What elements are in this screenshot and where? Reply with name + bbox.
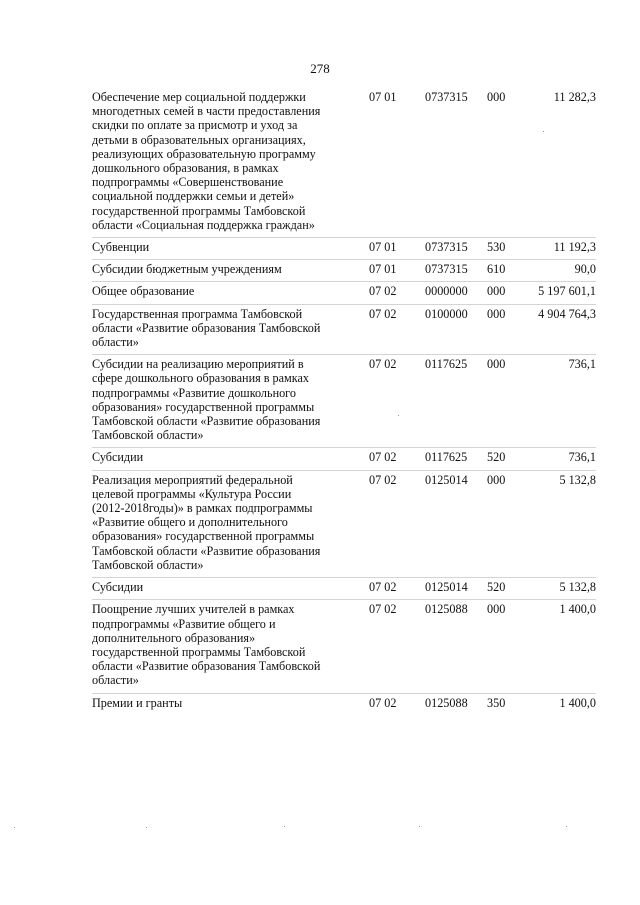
row-name: Субсидии [92, 580, 144, 595]
row-name: Государственная программа Тамбовской области «Развитие образования Тамбовской области» [92, 306, 321, 350]
row-amount: 90,0 [574, 262, 596, 277]
row-section-code: 07 01 [369, 240, 397, 255]
table-row [92, 354, 596, 447]
row-name: Обеспечение мер социальной поддержки многодетных семей в части предоставления скидки по оплате за присмотр и уход за детьми в образовательных организациях, реализующих образовательную программу дошкольного образования, в рамках подпрограммы «Совершенствование социальной поддержки семьи и детей» государственной программы Тамбовской области «Социальная поддержка граждан» [92, 90, 321, 232]
row-target-code: 0737315 [425, 90, 468, 104]
table-row [92, 281, 596, 303]
table-row [92, 259, 596, 281]
page-number: 278 [310, 61, 330, 76]
table-row [92, 693, 596, 715]
table-row [92, 88, 596, 237]
row-expense-code: 000 [487, 472, 506, 487]
row-name: Реализация мероприятий федеральной целевой программы «Культура России (2012-2018годы)» в рамках подпрограммы «Развитие общего и дополнительного образования» государственной программы Тамбовской области «Развитие образования Тамбовской области» [92, 472, 321, 572]
scan-speck [398, 415, 399, 416]
row-expense-code: 000 [487, 357, 506, 372]
row-amount: 5 132,8 [559, 580, 596, 595]
table-row [92, 304, 596, 355]
budget-table [92, 88, 596, 715]
row-section-code: 07 02 [369, 580, 397, 595]
row-amount: 5 132,8 [559, 472, 596, 487]
row-expense-code: 000 [487, 602, 506, 617]
row-amount: 736,1 [568, 450, 596, 465]
table-row [92, 447, 596, 469]
row-expense-code: 000 [487, 306, 506, 321]
scan-speck [543, 131, 544, 132]
row-amount: 5 197 601,1 [538, 284, 596, 299]
row-section-code: 07 02 [369, 306, 397, 321]
row-target-code: 0125014 [425, 580, 468, 595]
row-expense-code: 000 [487, 284, 506, 299]
row-expense-code: 350 [487, 695, 506, 710]
row-expense-code: 610 [487, 262, 506, 277]
row-name: Премии и гранты [92, 695, 183, 710]
row-amount: 736,1 [568, 357, 596, 372]
scan-speck [419, 826, 420, 827]
scan-speck [146, 827, 147, 828]
row-section-code: 07 01 [369, 90, 397, 104]
row-target-code: 0125014 [425, 472, 468, 487]
row-name: Поощрение лучших учителей в рамках подпрограммы «Развитие общего и дополнительного образования» государственной программы Тамбовской области «Развитие образования Тамбовской области» [92, 602, 321, 688]
row-section-code: 07 02 [369, 284, 397, 299]
table-row [92, 237, 596, 259]
row-section-code: 07 02 [369, 357, 397, 372]
row-name: Субсидии бюджетным учреждениям [92, 262, 282, 277]
table-row [92, 470, 596, 577]
row-target-code: 0000000 [425, 284, 468, 299]
row-amount: 11 192,3 [553, 240, 596, 255]
row-name: Субвенции [92, 240, 150, 255]
row-expense-code: 520 [487, 450, 506, 465]
row-target-code: 0117625 [425, 450, 468, 465]
row-amount: 4 904 764,3 [538, 306, 596, 321]
row-target-code: 0125088 [425, 602, 468, 617]
scan-speck [14, 827, 15, 828]
row-expense-code: 000 [487, 90, 506, 104]
row-name: Субсидии на реализацию мероприятий в сфере дошкольного образования в рамках подпрограммы «Развитие дошкольного образования» государственной программы Тамбовской области «Развитие образования Тамбовской области» [92, 357, 321, 443]
row-amount: 11 282,3 [553, 90, 596, 104]
row-expense-code: 520 [487, 580, 506, 595]
row-target-code: 0100000 [425, 306, 468, 321]
row-section-code: 07 02 [369, 602, 397, 617]
row-section-code: 07 02 [369, 450, 397, 465]
row-section-code: 07 01 [369, 262, 397, 277]
row-amount: 1 400,0 [559, 695, 596, 710]
table-row [92, 577, 596, 599]
row-amount: 1 400,0 [559, 602, 596, 617]
row-target-code: 0117625 [425, 357, 468, 372]
row-name: Общее образование [92, 284, 195, 299]
row-name: Субсидии [92, 450, 144, 465]
row-expense-code: 530 [487, 240, 506, 255]
scan-speck [566, 826, 567, 827]
table-row [92, 599, 596, 692]
scan-speck [284, 826, 285, 827]
row-target-code: 0737315 [425, 262, 468, 277]
row-target-code: 0737315 [425, 240, 468, 255]
row-section-code: 07 02 [369, 695, 397, 710]
row-section-code: 07 02 [369, 472, 397, 487]
row-target-code: 0125088 [425, 695, 468, 710]
